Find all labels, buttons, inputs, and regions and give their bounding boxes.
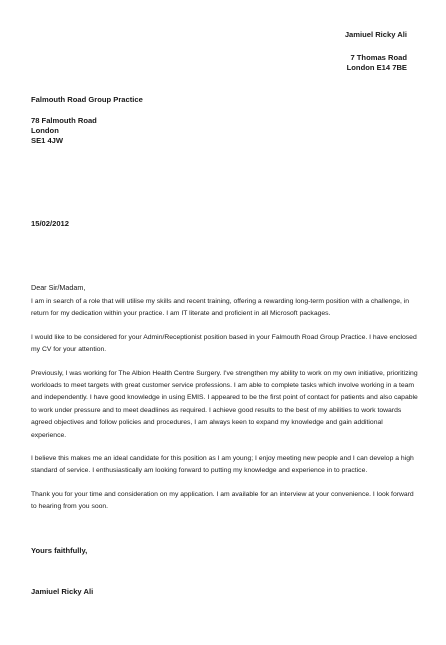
closing: Yours faithfully,	[31, 546, 88, 555]
recipient-address-line: 78 Falmouth Road	[31, 116, 97, 125]
body-paragraph: I believe this makes me an ideal candidate for this position as I am young; I enjoy meeting new people and I can develop a high standard of service. I enthusiastically am looking forward to putting my knowledge and experience in to practice.	[31, 455, 414, 475]
recipient-address-line: SE1 4JW	[31, 136, 64, 145]
letter-body	[31, 296, 419, 525]
sender-name: Jamiuel Ricky Ali	[344, 30, 407, 39]
sender-address-line: 7 Thomas Road	[350, 53, 407, 62]
body-paragraph: Thank you for your time and consideration on my application. I am available for an interview at your convenience. I look forward to hearing from you soon.	[31, 490, 414, 511]
body-paragraph: I would like to be considered for your Admin/Receptionist position based in your Falmouth Road Group Practice. I have enclosed my CV for your attention.	[31, 333, 417, 354]
sender-address-line: London E14 7BE	[346, 63, 407, 72]
salutation: Dear Sir/Madam,	[31, 283, 86, 292]
body-paragraph: I am in search of a role that will utilise my skills and recent training, offering a rewarding long-term position with a challenge, in return for my dedication within your practice. I am IT literate and proficient in all Microsoft packages.	[31, 298, 410, 318]
signature-name: Jamiuel Ricky Ali	[31, 587, 94, 596]
recipient-address-block	[31, 95, 143, 146]
recipient-address-line: London	[31, 126, 59, 135]
sender-address-block	[345, 30, 407, 73]
letter-date: 15/02/2012	[31, 219, 70, 228]
body-paragraph: Previously, I was working for The Albion Health Centre Surgery. I've strengthen my ability to work on my own initiative, prioritizing workloads to meet targets with great customer service professions. I am able to complete tasks which involve working in a team and independently. I have good knowledge in using EMIS. I appeared to be the first point of contact for patients and also capable to work under pressure and to meet deadlines as required. I achieve good results to the best of my abilities to work towards agreed objectives and follow policies and procedures, I am always keen to expand my knowledge and gain additional experience.	[31, 369, 418, 439]
recipient-practice-name: Falmouth Road Group Practice	[31, 95, 143, 104]
